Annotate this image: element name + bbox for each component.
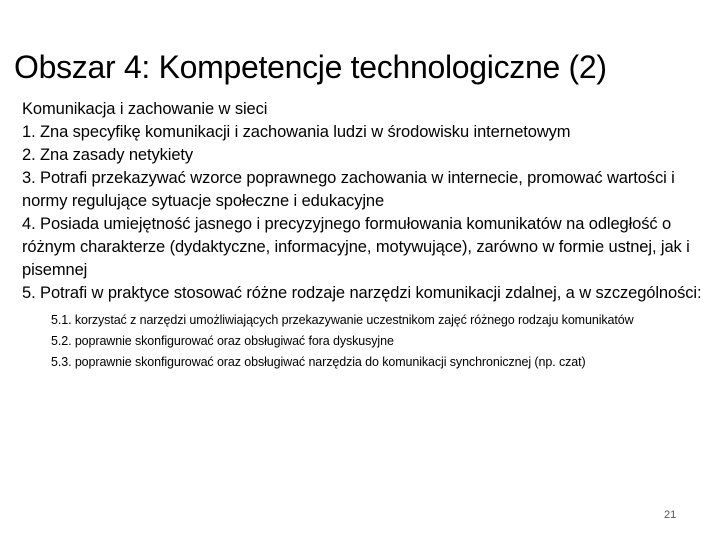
slide-title: Obszar 4: Kompetencje technologiczne (2) xyxy=(14,49,607,85)
page-number: 21 xyxy=(664,509,677,521)
list-item-1: 1. Zna specyfikę komunikacji i zachowania ludzi w środowisku internetowym xyxy=(22,123,571,141)
list-item-3: 3. Potrafi przekazywać wzorce poprawnego zachowania w internecie, promować wartości i normy regulujące sytuacje społeczne i edukacyjne xyxy=(22,169,675,210)
list-item-5: 5. Potrafi w praktyce stosować różne rodzaje narzędzi komunikacji zdalnej, a w szczególności: xyxy=(22,284,702,302)
sub-item-5-3: 5.3. poprawnie skonfigurować oraz obsługiwać narzędzia do komunikacji synchronicznej (np. czat) xyxy=(51,355,586,369)
sub-item-5-2: 5.2. poprawnie skonfigurować oraz obsługiwać fora dyskusyjne xyxy=(51,334,394,348)
list-item-4: 4. Posiada umiejętność jasnego i precyzyjnego formułowania komunikatów na odległość o różnym charakterze (dydaktyczne, informacyjne, motywujące), zarówno w formie ustnej, jak i pisemnej xyxy=(22,215,690,279)
slide-content xyxy=(22,98,708,375)
sub-list xyxy=(51,312,708,371)
sub-item-5-1: 5.1. korzystać z narzędzi umożliwiających przekazywanie uczestnikom zajęć różnego rodzaju komunikatów xyxy=(51,313,634,327)
section-heading: Komunikacja i zachowanie w sieci xyxy=(22,100,268,118)
list-item-2: 2. Zna zasady netykiety xyxy=(22,146,194,164)
